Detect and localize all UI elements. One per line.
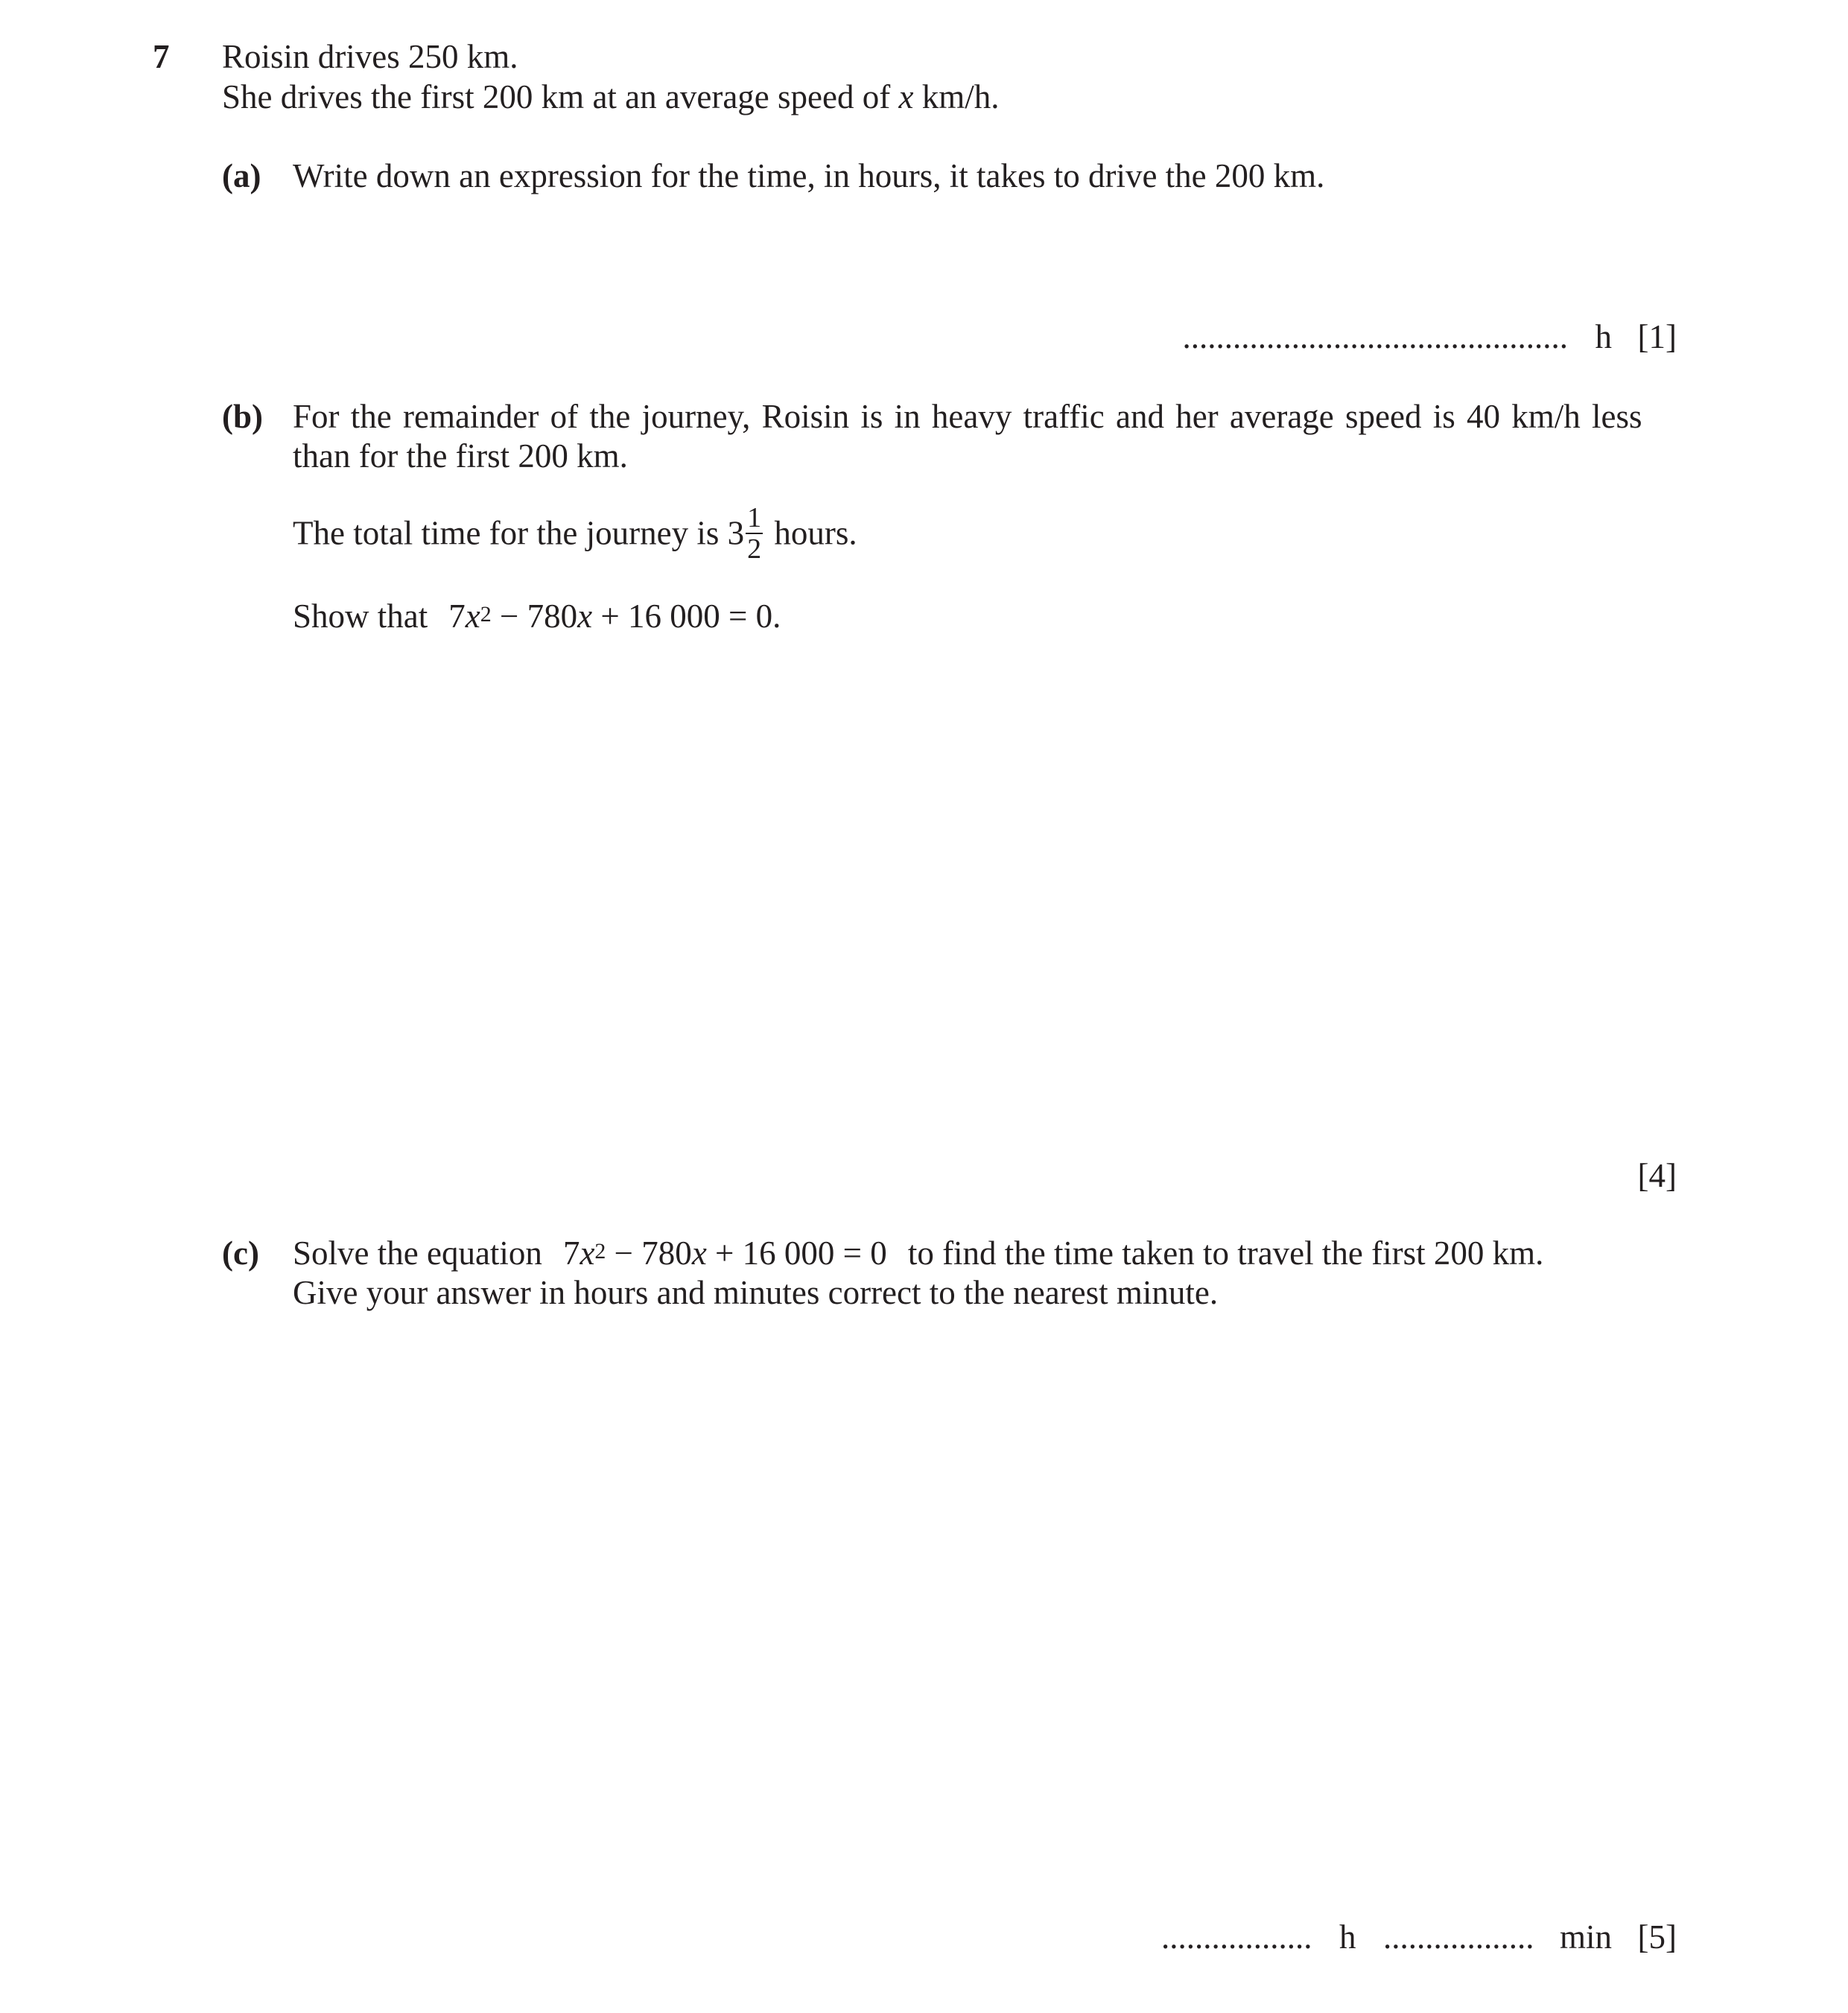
intro-line-1: Roisin drives 250 km.	[222, 38, 518, 75]
part-a-text: Write down an expression for the time, in hours, it takes to drive the 200 km.	[293, 157, 1325, 194]
part-b-text-line-1: For the remainder of the journey, Roisin is in heavy traffic and her average speed is 40 km/h less	[293, 398, 1642, 435]
part-b-show-that: Show that $7x^2 - 780x + 16$ 000 = 0.	[293, 597, 781, 635]
part-b-total-time: The total time for the journey is 3 $\frac{1}{2}$ hours.	[293, 502, 857, 565]
part-c-answer-line-minutes[interactable]: ..................	[1383, 1918, 1534, 1956]
part-c-answer-unit-minutes: min	[1560, 1918, 1613, 1956]
part-a-answer-row	[1183, 320, 1677, 354]
part-c-answer-row	[1161, 1918, 1677, 1956]
fraction-one-half: $\frac{1}{2}$	[747, 502, 762, 565]
part-c-equation: $7x^2 - 780x + 16$ 000 = 0	[562, 1234, 887, 1272]
part-a-marks: [1]	[1637, 318, 1677, 355]
part-a-label: (a)	[222, 157, 261, 194]
intro-line-2: She drives the first 200 km at an average speed of x km/h.	[222, 78, 1000, 115]
part-c-marks: [5]	[1637, 1918, 1677, 1956]
question-number: 7	[153, 38, 170, 75]
part-a-answer-line[interactable]: ..............................................	[1182, 318, 1569, 355]
part-b-equation: $7x^2 - 780x + 16$ 000 = 0.	[448, 597, 781, 635]
part-c-label: (c)	[222, 1234, 259, 1272]
part-a-answer-unit: h	[1595, 318, 1613, 355]
part-b-text-line-2: than for the first 200 km.	[293, 437, 628, 475]
part-b-label: (b)	[222, 398, 263, 435]
part-b-marks: [4]	[1637, 1157, 1677, 1194]
part-c-text-line-1: Solve the equation $7x^2 - 780x + 16$ 000 = 0 to find the time taken to travel the first 200 km.	[293, 1234, 1544, 1272]
part-c-text-line-2: Give your answer in hours and minutes correct to the nearest minute.	[293, 1274, 1219, 1311]
part-c-answer-unit-hours: h	[1339, 1918, 1356, 1956]
part-c-answer-line-hours[interactable]: ..................	[1161, 1918, 1312, 1956]
